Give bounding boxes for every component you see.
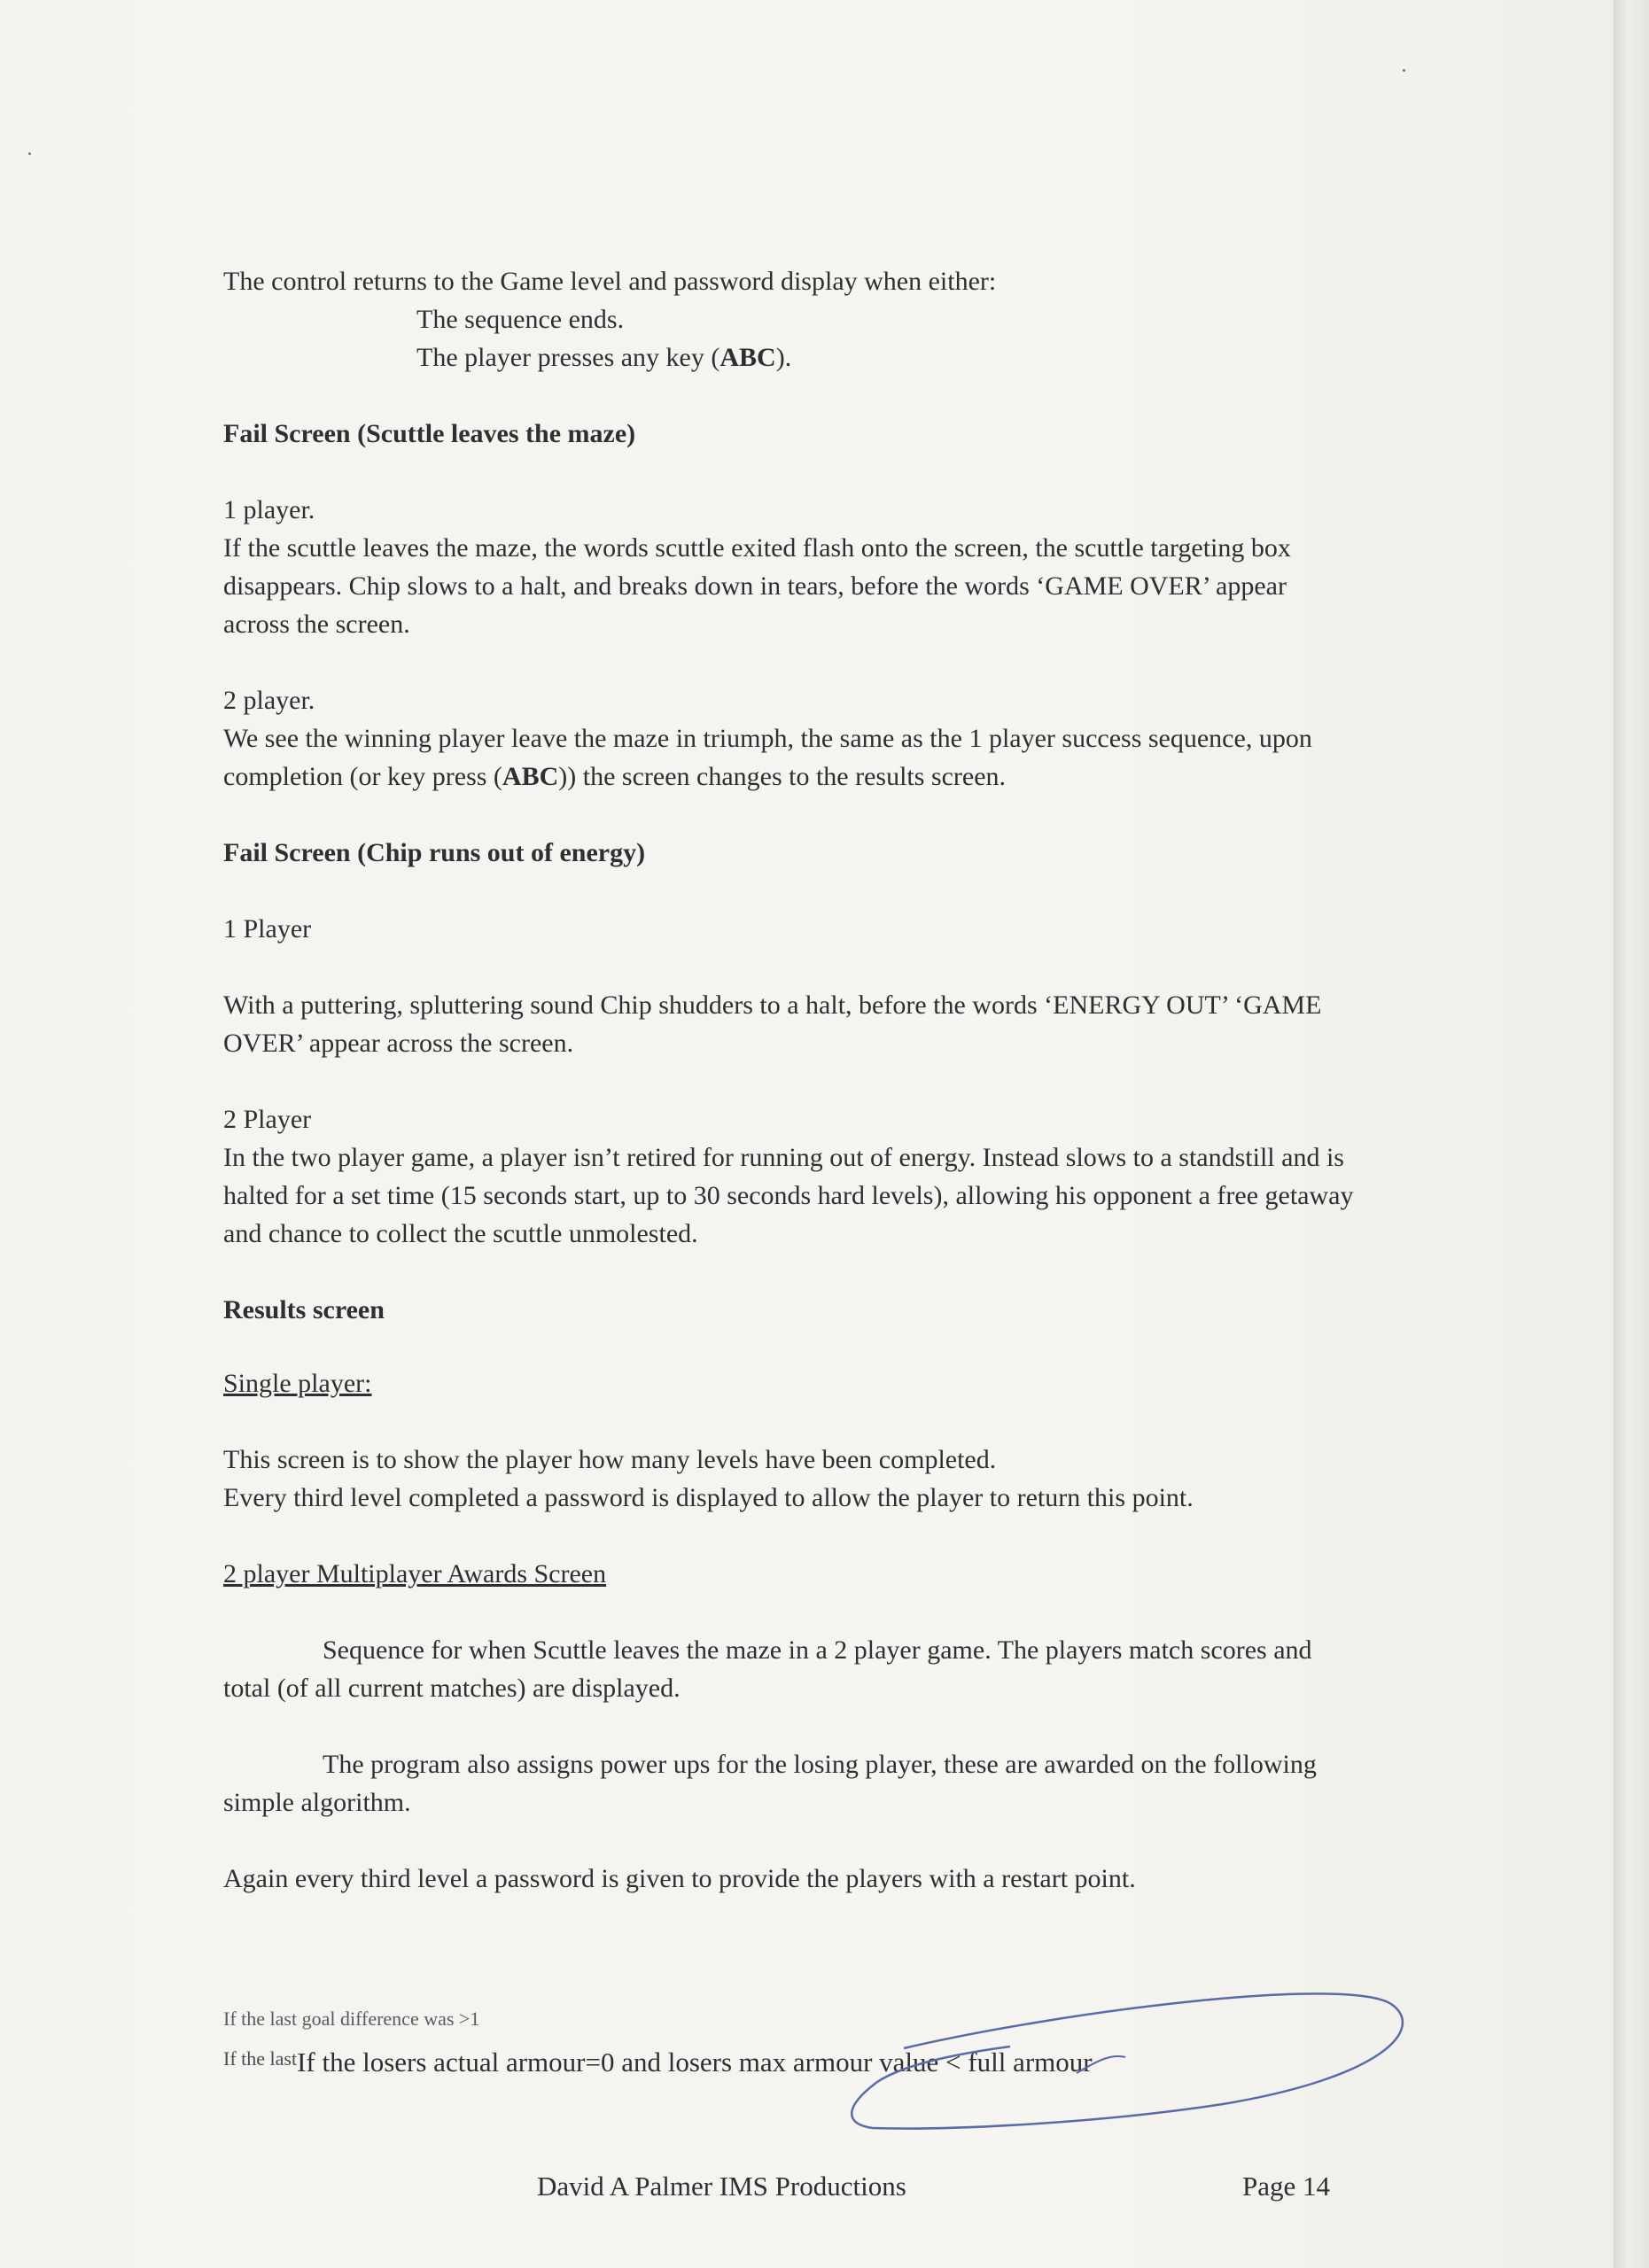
fail-energy-heading: Fail Screen (Chip runs out of energy) <box>223 838 646 867</box>
document-body <box>223 262 1357 1898</box>
results-heading: Results screen <box>223 1295 385 1324</box>
fail-scuttle-heading: Fail Screen (Scuttle leaves the maze) <box>223 419 636 448</box>
fail-energy-2p-label: 2 Player <box>223 1105 312 1134</box>
multiplayer-text-1: Sequence for when Scuttle leaves the maze in a 2 player game. The players match scores and total (of all current matches) are displayed. <box>223 1635 1312 1703</box>
overstruck-prefix: If the last <box>223 2047 298 2070</box>
fail-scuttle-2p-label: 2 player. <box>223 686 315 715</box>
single-player-subheading: Single player: <box>223 1369 372 1398</box>
fail-energy-1p-label: 1 Player <box>223 914 312 944</box>
fail-scuttle-2p-text: We see the winning player leave the maze in triumph, the same as the 1 player success sequence, upon completion (or key press (ABC)) the screen changes to the results screen. <box>223 724 1312 791</box>
speck <box>28 152 31 155</box>
multiplayer-text-2: The program also assigns power ups for the losing player, these are awarded on the following simple algorithm. <box>223 1750 1317 1817</box>
control-intro: The control returns to the Game level and password display when either: <box>223 267 997 296</box>
multiplayer-subheading: 2 player Multiplayer Awards Screen <box>223 1559 607 1588</box>
single-player-text-2: Every third level completed a password is displayed to allow the player to return this point. <box>223 1483 1194 1512</box>
overstruck-line: If the last goal difference was >1 <box>223 2008 480 2030</box>
control-item-1: The sequence ends. <box>416 305 625 334</box>
speck <box>1403 69 1405 72</box>
single-player-text-1: This screen is to show the player how many levels have been completed. <box>223 1445 997 1474</box>
page-edge-shadow <box>1614 0 1649 2268</box>
armour-condition-line: $^{If the last}$If the losers actual armour=0 and losers max armour value < full armour <box>223 2047 1093 2078</box>
control-item-2: The player presses any key (ABC). <box>416 343 792 372</box>
fail-energy-2p-text: In the two player game, a player isn’t retired for running out of energy. Instead slows to a standstill and is halted for a set time (15 seconds start, up to 30 seconds hard levels), allowing his opponent a free getaway and chance to collect the scuttle unmolested. <box>223 1143 1354 1248</box>
fail-scuttle-1p-text: If the scuttle leaves the maze, the words scuttle exited flash onto the screen, the scuttle targeting box disappears. Chip slows to a halt, and breaks down in tears, before the words ‘GAME OVER’ appear across the screen. <box>223 533 1291 639</box>
footer-page-number: Page 14 <box>1242 2171 1331 2202</box>
footer-author: David A Palmer IMS Productions <box>537 2171 906 2202</box>
multiplayer-text-3: Again every third level a password is given to provide the players with a restart point. <box>223 1864 1136 1893</box>
fail-energy-1p-text: With a puttering, spluttering sound Chip shudders to a halt, before the words ‘ENERGY OUT’ ‘GAME OVER’ appear across the screen. <box>223 990 1322 1058</box>
fail-scuttle-1p-label: 1 player. <box>223 495 315 524</box>
